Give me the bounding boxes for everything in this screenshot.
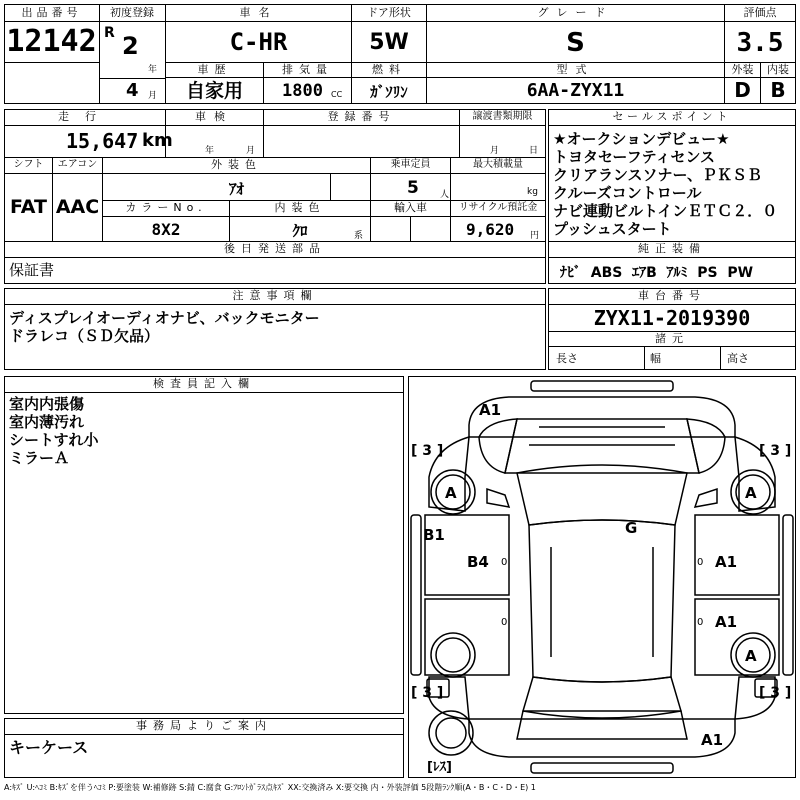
int-color: ｸﾛ [292, 222, 308, 240]
transfer-day-unit: 日 [529, 146, 539, 156]
door-mark-r1: 0 [697, 557, 704, 568]
mark-right-rear-door: A1 [715, 613, 738, 631]
mark-bracket-tl: [ 3 ] [411, 443, 444, 459]
exterior-score: D [734, 78, 751, 102]
capacity: 5 [407, 178, 419, 198]
reg-no-label: 登録番号 [327, 110, 396, 123]
load-unit: kg [527, 187, 538, 197]
ac-label: エアコン [57, 159, 98, 170]
capacity-label: 乗車定員 [390, 159, 431, 170]
era-mark: R [104, 25, 115, 41]
mark-tire-rr: A [745, 647, 757, 665]
chassis-number: ZYX11-2019390 [593, 306, 751, 330]
sales-points-label: セールスポイント [612, 110, 732, 123]
score-label: 評価点 [743, 6, 777, 19]
height-label: 高さ [727, 352, 749, 365]
ext-color-label: 外装色 [211, 158, 262, 171]
damage-diagram [408, 376, 796, 778]
sales-line-1: ★オークションデビュー★ [553, 130, 730, 148]
capacity-unit: 人 [440, 190, 450, 200]
recycle-deposit: 9,620 [466, 220, 515, 239]
sales-line-3: クリアランスソナー、ＰＫＳＢ [553, 166, 762, 184]
door-label: ドア形状 [367, 6, 411, 19]
car-name-label: 車名 [239, 6, 278, 19]
load-label: 最大積載量 [473, 159, 523, 170]
color-no: 8X2 [151, 220, 181, 239]
history-label: 車歴 [197, 63, 232, 76]
displacement-label: 排気量 [282, 63, 333, 76]
mark-rear-bumper: A1 [701, 731, 724, 749]
inspection-label: 車検 [195, 110, 233, 123]
sales-line-4: クルーズコントロール [553, 184, 702, 202]
mark-bracket-tr: [ 3 ] [759, 443, 792, 459]
specs-label: 諸元 [655, 332, 689, 345]
reg-month-unit: 月 [148, 91, 158, 101]
ext-color: ｱｵ [228, 180, 244, 198]
displacement: 1800 [282, 81, 323, 101]
mark-left-front-door: B4 [467, 553, 489, 571]
first-reg-label: 初度登録 [110, 6, 154, 19]
mark-bracket-bl: [ 3 ] [411, 685, 444, 701]
inspection-month-unit: 月 [246, 146, 256, 156]
door-mark-r2: 0 [697, 617, 704, 628]
car-diagram-svg [409, 377, 795, 777]
notes-label: 注意事項欄 [232, 289, 318, 302]
mark-right-front-door: A1 [715, 553, 738, 571]
mileage-label: 走行 [58, 110, 112, 123]
model-code: 6AA-ZYX11 [526, 80, 625, 101]
later-parts-label: 後日発送部品 [224, 242, 326, 255]
equipment-label: 純正装備 [638, 242, 706, 255]
reg-year: 2 [122, 32, 139, 60]
grade: S [566, 28, 585, 58]
car-name: C-HR [229, 28, 288, 56]
score: 3.5 [736, 28, 784, 58]
inspector-line-2: 室内薄汚れ [9, 413, 85, 431]
inspector-line-4: ミラーＡ [9, 449, 70, 467]
legend: A:ｷｽﾞ U:ﾍｺﾐ B:ｷｽﾞを伴うﾍｺﾐ P:要塗装 W:補修跡 S:錆 C:腐食 G:ﾌﾛﾝﾄｶﾞﾗｽ点ｷｽﾞ XX:交換済み X:要交換 内・外装評価 5段階ﾗﾝｸ順(A・B・C・D・E) 1 [4, 783, 536, 792]
history: 自家用 [185, 80, 243, 102]
mark-windshield: G [625, 519, 638, 537]
sales-line-5: ナビ連動ビルトインＥＴＣ２．０ [553, 202, 778, 220]
lot-number-label: 出品番号 [21, 6, 82, 19]
notes-line-1: ディスプレイオーディオナビ、バックモニター [9, 309, 320, 327]
import-label: 輸入車 [394, 201, 427, 214]
color-no-label: カラーNo. [125, 201, 207, 214]
mark-front-bumper: A1 [479, 401, 502, 419]
mark-left-fender: B1 [423, 526, 445, 544]
shift-label: シフト [13, 159, 44, 170]
fuel: ｶﾞｿﾘﾝ [370, 83, 408, 101]
model-label: 型式 [556, 63, 595, 76]
inspector-line-3: シートすれ小 [9, 431, 99, 449]
reg-month: 4 [126, 80, 139, 101]
mileage: 15,647 [66, 129, 139, 153]
office-note: キーケース [9, 739, 89, 757]
reg-year-unit: 年 [148, 65, 158, 75]
inspection-year-unit: 年 [205, 146, 215, 156]
door-mark-l1: 0 [501, 557, 508, 568]
sales-line-2: トヨタセーフティセンス [553, 148, 716, 166]
mark-tire-fr: A [745, 484, 757, 502]
notes-line-2: ドラレコ（ＳＤ欠品） [9, 327, 160, 345]
mark-spare: [ﾚｽ] [427, 760, 452, 775]
transfer-month-unit: 月 [490, 146, 500, 156]
length-label: 長さ [556, 352, 578, 365]
ac: AAC [55, 196, 100, 218]
inspector-label: 検査員記入欄 [153, 377, 255, 390]
door-mark-l2: 0 [501, 617, 508, 628]
office-label: 事務局よりご案内 [136, 719, 272, 732]
int-color-label: 内装色 [274, 201, 326, 214]
grade-label: グレード [537, 6, 614, 19]
chassis-label: 車台番号 [638, 289, 706, 302]
sales-line-6: プッシュスタート [553, 220, 672, 238]
displacement-unit: CC [331, 90, 343, 99]
int-color-unit: 系 [354, 231, 364, 241]
mark-tire-fl: A [445, 484, 457, 502]
transfer-label: 譲渡書類期限 [472, 111, 533, 122]
recycle-label: リサイクル預託金 [458, 202, 538, 213]
later-parts: 保証書 [9, 261, 55, 279]
mileage-unit: km [142, 130, 173, 151]
inspector-line-1: 室内内張傷 [9, 395, 85, 413]
equipment: ﾅﾋﾞ ABS ｴｱB ｱﾙﾐ PS PW [560, 265, 754, 281]
door-type: 5W [369, 30, 409, 55]
shift: FAT [10, 196, 47, 218]
interior-label: 内装 [767, 63, 789, 76]
lot-number: 12142 [6, 24, 97, 59]
interior-score: B [770, 78, 786, 102]
fuel-label: 燃料 [372, 63, 406, 76]
recycle-unit: 円 [530, 231, 540, 241]
exterior-label: 外装 [731, 63, 754, 76]
mark-bracket-br: [ 3 ] [759, 685, 792, 701]
width-label: 幅 [650, 352, 661, 365]
